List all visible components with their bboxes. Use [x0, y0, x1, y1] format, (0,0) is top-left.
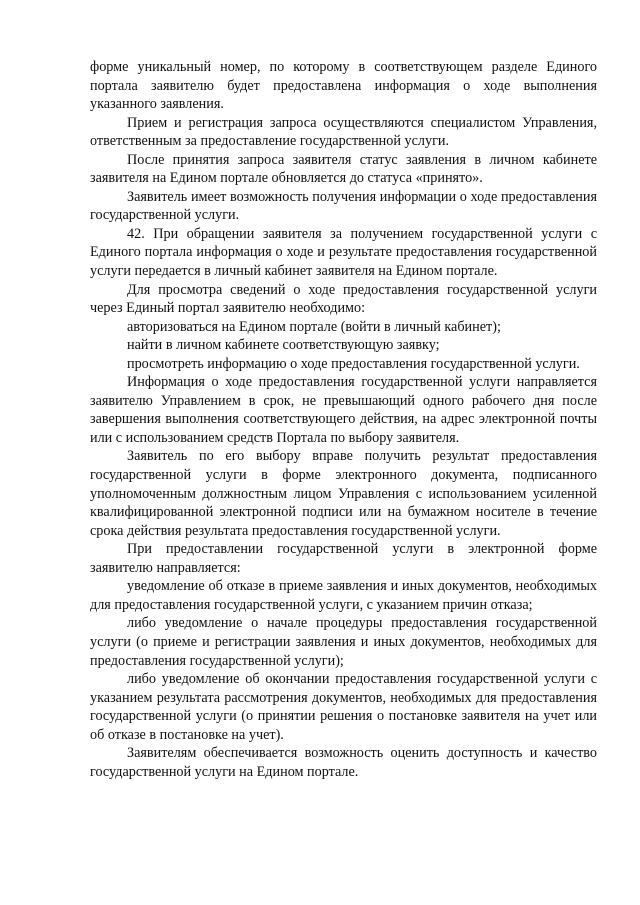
document-page: [90, 58, 597, 781]
paragraph-result-choice: Заявитель по его выбору вправе получить результат предоставления государственной услуги в форме электронного документа, подписанного уполномоченным должностным лицом Управления с использованием усиленной квалифицированной электронной подписи или на бумажном носителе в течение срока действия результата предоставления государственной услуги.: [90, 448, 597, 539]
paragraph-status: После принятия запроса заявителя статус заявления в личном кабинете заявителя на Едином портале обновляется до статуса «принято».: [90, 151, 597, 187]
paragraph-viewing-steps: Для просмотра сведений о ходе предоставления государственной услуги через Единый портал заявителю необходимо:: [90, 281, 597, 317]
paragraph-clause-42: 42. При обращении заявителя за получением государственной услуги с Единого портала информация о ходе и результате предоставления государственной услуги передается в личный кабинет заявителя на Едином портале.: [90, 225, 597, 280]
paragraph-info-possibility: Заявитель имеет возможность получения информации о ходе предоставления государственной услуги.: [90, 188, 597, 224]
list-item-find-request: найти в личном кабинете соответствующую заявку;: [127, 337, 440, 354]
list-item-view-info: просмотреть информацию о ходе предоставления государственной услуги.: [127, 355, 580, 372]
paragraph-electronic-form: При предоставлении государственной услуги в электронной форме заявителю направляется:: [90, 541, 597, 576]
paragraph-continuation: форме уникальный номер, по которому в соответствующем разделе Единого портала заявителю будет предоставлена информация о ходе выполнения указанного заявления.: [90, 59, 597, 113]
list-item-completion-notice: либо уведомление об окончании предоставления государственной услуги с указанием результата рассмотрения документов, необходимых для предоставления государственной услуги (о принятии решения о постановке заявителя на учет или об отказе в постановке на учет).: [90, 671, 597, 743]
list-item-start-notice: либо уведомление о начале процедуры предоставления государственной услуги (о приеме и регистрации заявления и иных документов, необходимых для предоставления государственной услуги);: [90, 615, 597, 669]
paragraph-info-delivery: Информация о ходе предоставления государственной услуги направляется заявителю Управлением в срок, не превышающий одного рабочего дня после завершения выполнения соответствующего действия, на адрес электронной почты или с использованием средств Портала по выбору заявителя.: [90, 374, 597, 446]
paragraph-registration: Прием и регистрация запроса осуществляются специалистом Управления, ответственным за предоставление государственной услуги.: [90, 114, 597, 150]
list-item-authorize: авторизоваться на Едином портале (войти в личный кабинет);: [127, 318, 501, 335]
list-item-refusal-notice: уведомление об отказе в приеме заявления и иных документов, необходимых для предоставления государственной услуги, с указанием причин отказа;: [90, 578, 597, 613]
paragraph-quality-evaluation: Заявителям обеспечивается возможность оценить доступность и качество государственной услуги на Едином портале.: [90, 745, 597, 780]
